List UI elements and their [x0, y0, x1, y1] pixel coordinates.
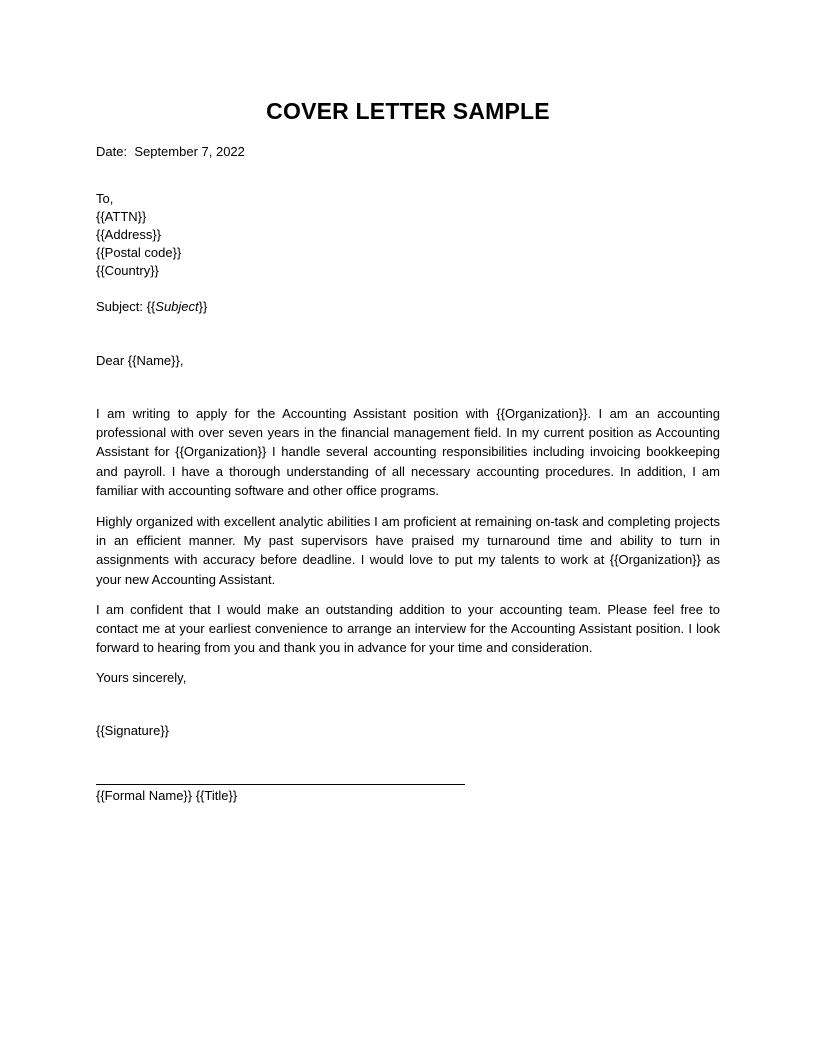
subject-line: [96, 298, 207, 316]
closing: Yours sincerely,: [96, 670, 187, 685]
recipient-address: {{Address}}: [96, 227, 162, 242]
document-title: COVER LETTER SAMPLE: [266, 98, 550, 124]
date-value: September 7, 2022: [134, 144, 245, 159]
subject-value: Subject: [155, 299, 199, 314]
salutation: Dear {{Name}},: [96, 353, 184, 368]
date-line: [96, 143, 245, 161]
body-paragraph-3: I am confident that I would make an outstanding addition to your accounting team. Please feel free to contact me at your earliest convenience to arrange an interview for the Accounting Assistant position. I look forward to hearing from you and thank you in advance for your time and consideration.: [96, 602, 720, 656]
recipient-country: {{Country}}: [96, 263, 159, 278]
recipient-to: To,: [96, 191, 114, 206]
signature-rule: [96, 784, 465, 785]
recipient-attn: {{ATTN}}: [96, 209, 147, 224]
subject-suffix: }}: [198, 299, 208, 314]
body-paragraph-2: Highly organized with excellent analytic abilities I am proficient at remaining on-task and completing projects in an efficient manner. My past supervisors have praised my turnaround time and ability to turn in assignments with accuracy before deadline. I would love to put my talents to work at {{Organization}} as your new Accounting Assistant.: [96, 514, 720, 587]
recipient-postal-code: {{Postal code}}: [96, 245, 182, 260]
signature-placeholder: {{Signature}}: [96, 723, 170, 738]
body-paragraph-1: I am writing to apply for the Accounting Assistant position with {{Organization}}. I am an accounting professional with over seven years in the financial management field. In my current position as Accounting Assistant for {{Organization}} I handle several accounting responsibilities including invoicing bookkeeping and payroll. I have a thorough understanding of all necessary accounting procedures. In addition, I am familiar with accounting software and other office programs.: [96, 406, 720, 498]
date-label: Date:: [96, 144, 128, 159]
subject-label: Subject: {{: [96, 299, 156, 314]
formal-name-title: {{Formal Name}} {{Title}}: [96, 788, 238, 803]
